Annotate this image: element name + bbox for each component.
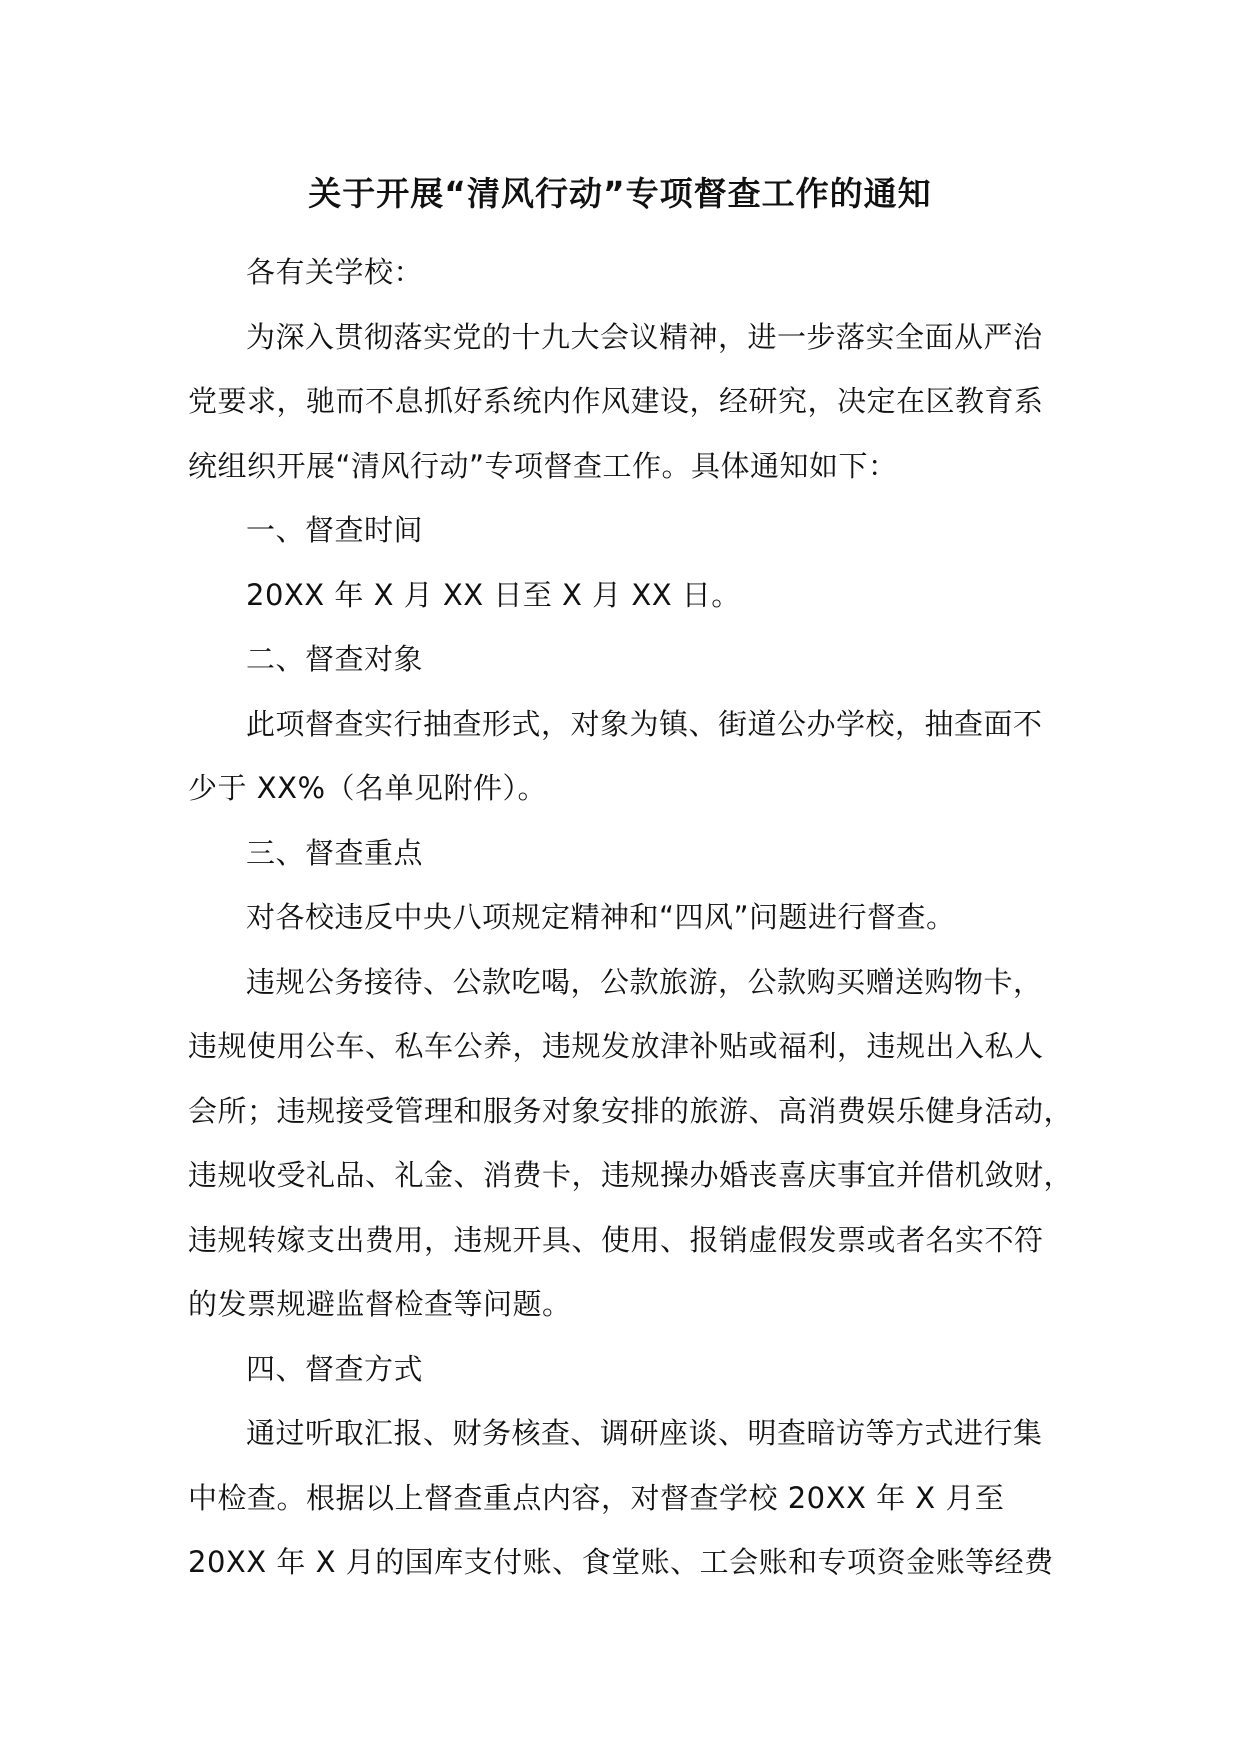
section-method-line-3: 20XX 年 X 月的国库支付账、食堂账、工会账和专项资金账等经费 bbox=[188, 1545, 1054, 1579]
section-focus-detail-4: 违规收受礼品、礼金、消费卡，违规操办婚丧喜庆事宜并借机敛财， bbox=[188, 1158, 1074, 1192]
section-target-line-2: 少于 XX%（名单见附件）。 bbox=[188, 771, 548, 805]
section-method-line-2: 中检查。根据以上督查重点内容，对督查学校 20XX 年 X 月至 bbox=[188, 1480, 1005, 1515]
section-target-line-1: 此项督查实行抽查形式，对象为镇、街道公办学校，抽查面不 bbox=[246, 706, 1043, 741]
section-heading-focus: 三、督查重点 bbox=[246, 835, 424, 870]
intro-line-2: 党要求，驰而不息抓好系统内作风建设，经研究，决定在区教育系 bbox=[188, 384, 1044, 418]
section-method-line-1: 通过听取汇报、财务核查、调研座谈、明查暗访等方式进行集 bbox=[246, 1416, 1043, 1450]
section-heading-method: 四、督查方式 bbox=[246, 1351, 424, 1386]
section-heading-time: 一、督查时间 bbox=[246, 513, 424, 547]
section-focus-text: 对各校违反中央八项规定精神和“四风”问题进行督查。 bbox=[246, 900, 956, 934]
salutation: 各有关学校： bbox=[246, 255, 424, 289]
section-focus-detail-3: 会所；违规接受管理和服务对象安排的旅游、高消费娱乐健身活动， bbox=[188, 1093, 1074, 1128]
section-focus-detail-2: 违规使用公车、私车公养，违规发放津补贴或福利，违规出入私人 bbox=[188, 1029, 1044, 1063]
document-title: 关于开展“清风行动”专项督查工作的通知 bbox=[308, 174, 932, 213]
section-text-time: 20XX 年 X 月 XX 日至 X 月 XX 日。 bbox=[246, 577, 741, 612]
section-focus-detail-5: 违规转嫁支出费用，违规开具、使用、报销虚假发票或者名实不符 bbox=[188, 1222, 1044, 1257]
section-heading-target: 二、督查对象 bbox=[246, 642, 424, 676]
section-focus-detail-1: 违规公务接待、公款吃喝，公款旅游，公款购买赠送购物卡， bbox=[246, 964, 1043, 999]
intro-line-1: 为深入贯彻落实党的十九大会议精神，进一步落实全面从严治 bbox=[246, 319, 1043, 354]
section-focus-detail-6: 的发票规避监督检查等问题。 bbox=[188, 1287, 572, 1321]
intro-line-3: 统组织开展“清风行动”专项督查工作。具体通知如下： bbox=[188, 448, 898, 483]
document-body bbox=[188, 240, 1088, 1595]
